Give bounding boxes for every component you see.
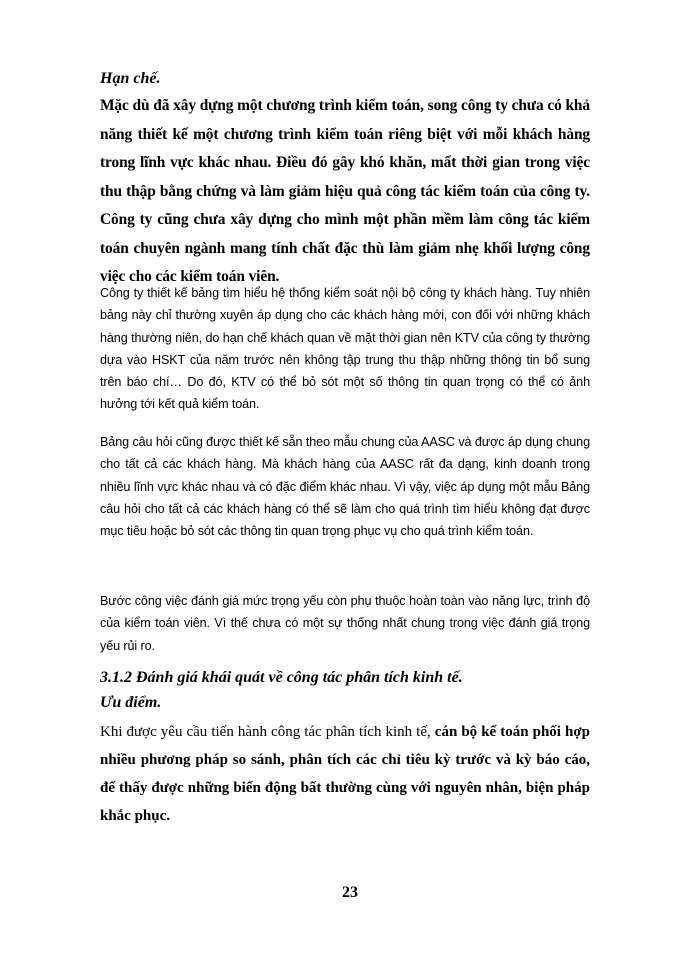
page-number: 23 xyxy=(342,884,358,901)
paragraph-economic-analysis-rest: cán bộ kế toán phối hợp nhiều phương pháp so sánh, phân tích các chỉ tiêu kỳ trước và kỳ báo cáo, để thấy được những biến động bất thường cùng với nguyên nhân, biện pháp khắc phục. xyxy=(100,724,590,824)
paragraph-standard-questionnaire: Bảng câu hỏi cũng được thiết kế sẵn theo mẫu chung của AASC và được áp dụng chung cho tất cả các khách hàng. Mà khách hàng của AASC rất đa dạng, kinh doanh trong nhiều lĩnh vực khác nhau và có đặc điểm khác nhau. Vì vậy, việc áp dụng một mẫu Bảng câu hỏi cho tất cả các khách hàng có thể sẽ làm cho quá trình tìm hiểu không đạt được mục tiêu hoặc bỏ sót các thông tin quan trọng phục vụ cho quá trình kiểm toán. xyxy=(100,435,590,539)
paragraph-materiality-assessment: Bước công việc đánh giá mức trọng yếu còn phụ thuộc hoàn toàn vào năng lực, trình độ của kiểm toán viên. Vì thế chưa có một sự thống nhất chung trong việc đánh giá trọng yếu rủi ro. xyxy=(100,594,590,653)
paragraph-program-limitations: Mặc dù đã xây dựng một chương trình kiểm toán, song công ty chưa có khả năng thiết kế một chương trình kiểm toán riêng biệt với mỗi khách hàng trong lĩnh vực khác nhau. Điều đó gây khó khăn, mất thời gian trong việc thu thập bằng chứng và làm giảm hiệu quả công tác kiểm toán của công ty. Công ty cũng chưa xây dựng cho mình một phần mềm làm công tác kiểm toán chuyên ngành mang tính chất đặc thù làm giảm nhẹ khối lượng công việc cho các kiểm toán viên. xyxy=(100,97,590,285)
paragraph-economic-analysis-intro: Khi được yêu cầu tiến hành công tác phân tích kinh tế, xyxy=(100,724,431,740)
paragraph-internal-control-questionnaire: Công ty thiết kế bảng tìm hiểu hệ thống kiểm soát nội bộ công ty khách hàng. Tuy nhiên bảng này chỉ thường xuyên áp dụng cho các khách hàng mới, con đối với những khách hàng thường niên, do hạn chế khách quan về mặt thời gian nên KTV của công ty thường dựa vào HSKT của năm trước nên không tập trung thu thập những thông tin bổ sung trên báo chí… Do đó, KTV có thể bỏ sót một số thông tin quan trọng có thể có ảnh hưởng tới kết quả kiểm toán. xyxy=(100,286,590,412)
section-heading-advantages: Ưu điểm. xyxy=(100,694,162,711)
section-heading-economic-analysis: 3.1.2 Đánh giá khái quát về công tác phân tích kinh tế. xyxy=(100,669,463,686)
section-heading-limitations: Hạn chế. xyxy=(100,70,161,87)
paragraph-economic-analysis xyxy=(100,718,590,830)
